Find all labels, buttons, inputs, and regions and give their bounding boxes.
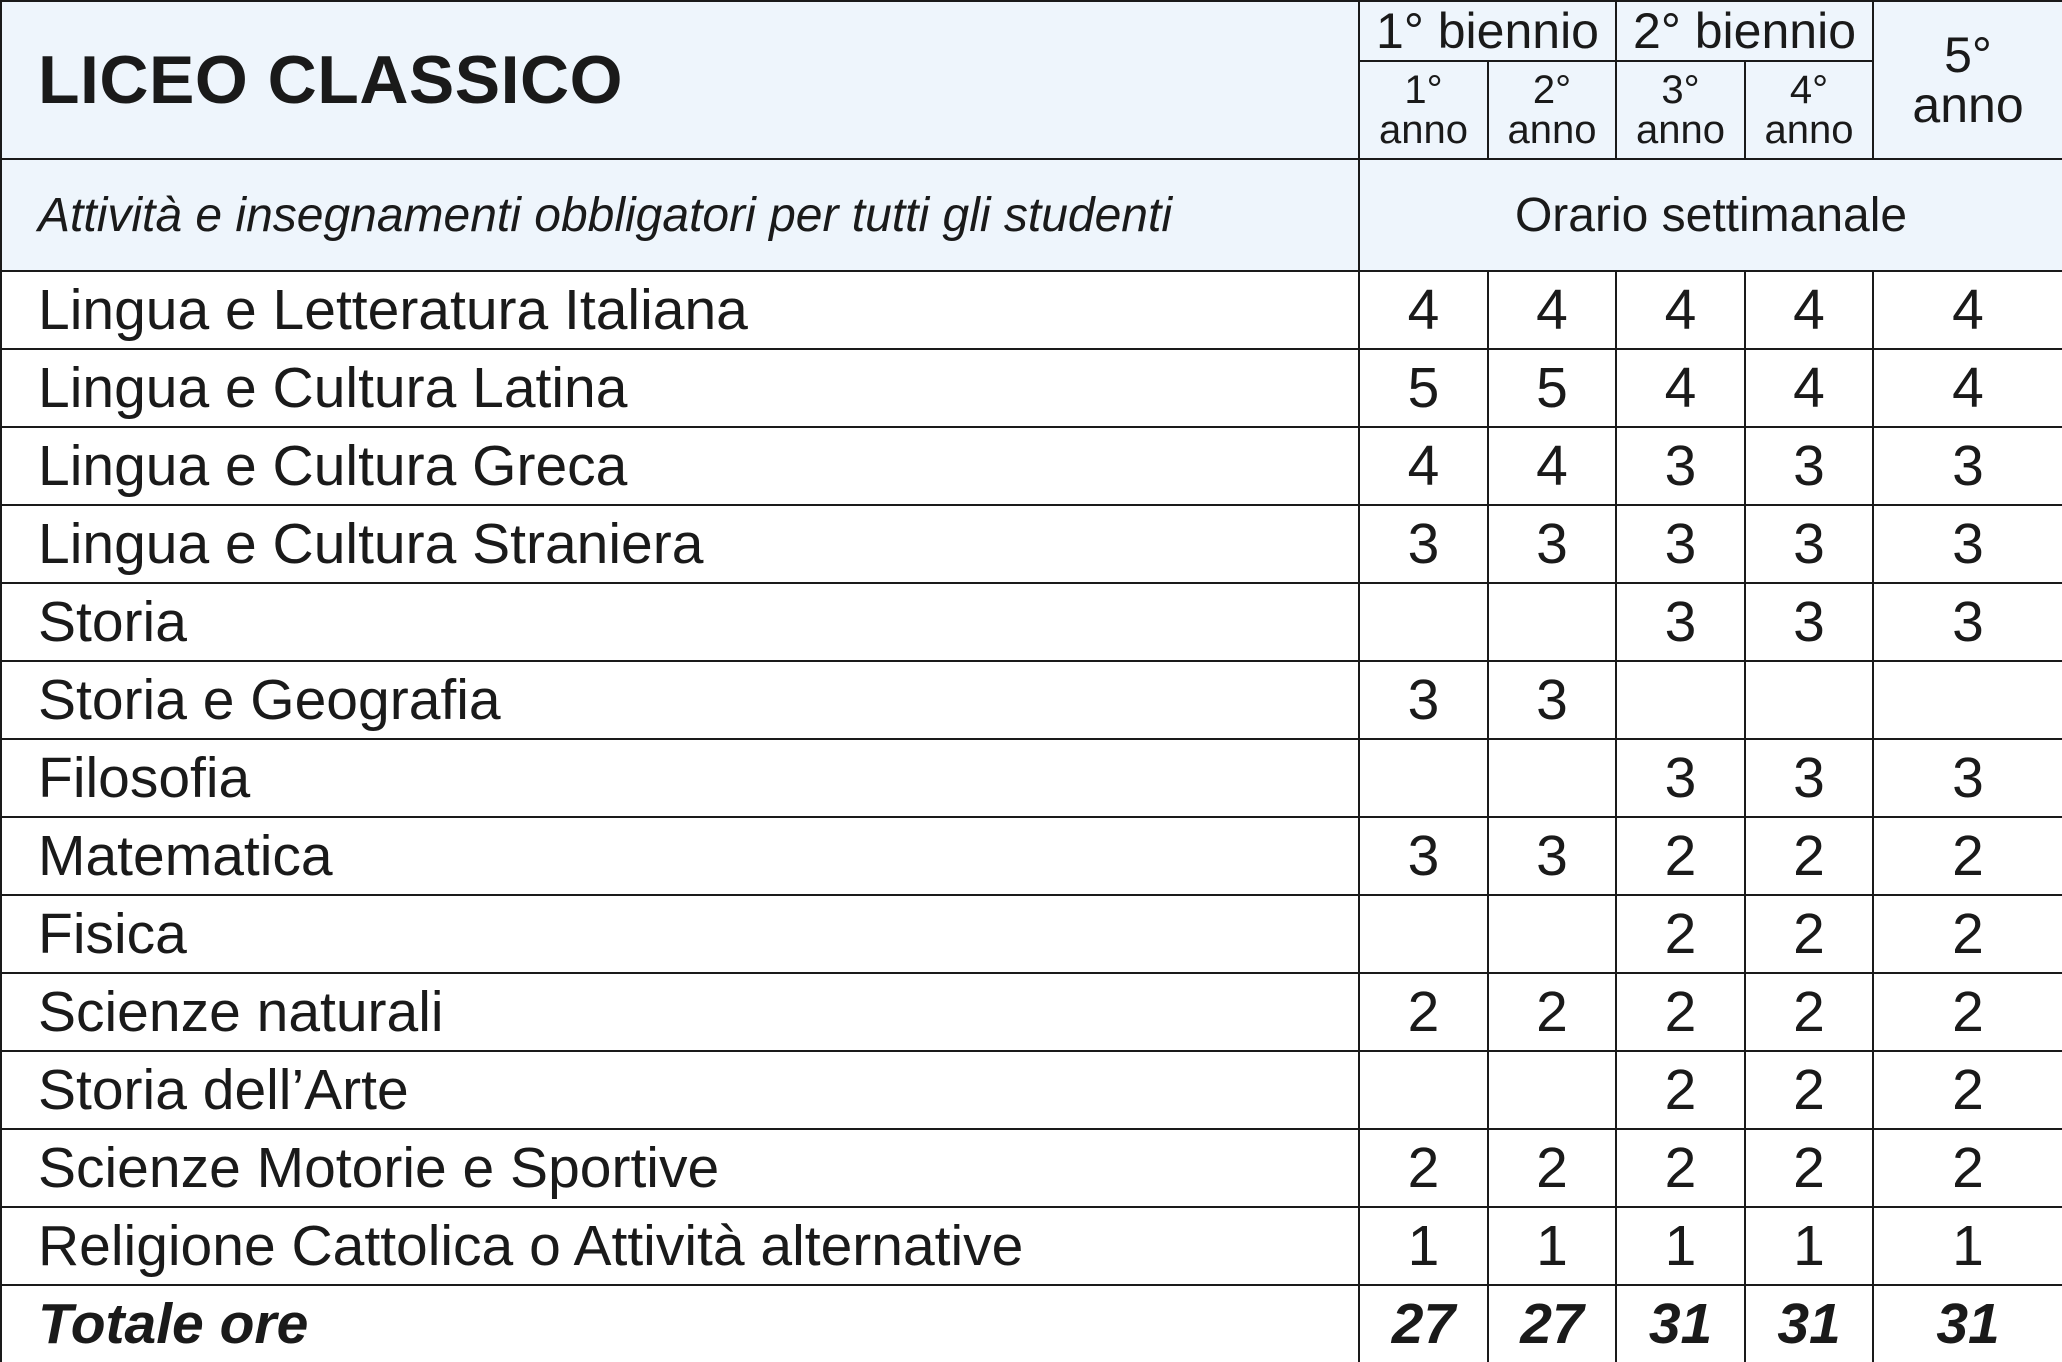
year-3-header: 3° anno: [1616, 61, 1745, 159]
fifth-year-num: 5°: [1944, 27, 1992, 83]
hours-cell: 3: [1616, 583, 1745, 661]
subheader-row: [1, 159, 2062, 271]
hours-cell: 1: [1359, 1207, 1488, 1285]
total-row: [1, 1285, 2062, 1362]
hours-cell: 2: [1745, 817, 1873, 895]
hours-cell: 3: [1873, 739, 2062, 817]
hours-cell: 3: [1873, 583, 2062, 661]
table-row: [1, 583, 2062, 661]
hours-cell: 2: [1488, 973, 1616, 1051]
hours-cell: 3: [1359, 661, 1488, 739]
hours-cell: [1873, 661, 2062, 739]
hours-cell: [1745, 661, 1873, 739]
first-biennio-header: 1° biennio: [1359, 1, 1616, 61]
total-label: Totale ore: [1, 1285, 1359, 1362]
hours-cell: 4: [1616, 271, 1745, 349]
hours-cell: 2: [1873, 1051, 2062, 1129]
table-row: [1, 661, 2062, 739]
total-hours-cell: 31: [1745, 1285, 1873, 1362]
hours-cell: [1488, 1051, 1616, 1129]
hours-cell: [1359, 1051, 1488, 1129]
hours-cell: 4: [1873, 349, 2062, 427]
hours-cell: [1616, 661, 1745, 739]
table-row: [1, 895, 2062, 973]
table-row: [1, 1207, 2062, 1285]
year-1-header: 1° anno: [1359, 61, 1488, 159]
subject-cell: Lingua e Letteratura Italiana: [1, 271, 1359, 349]
hours-cell: 4: [1488, 427, 1616, 505]
hours-cell: [1359, 739, 1488, 817]
total-hours-cell: 27: [1359, 1285, 1488, 1362]
hours-cell: 2: [1488, 1129, 1616, 1207]
hours-cell: 2: [1359, 1129, 1488, 1207]
hours-cell: 1: [1873, 1207, 2062, 1285]
subject-cell: Filosofia: [1, 739, 1359, 817]
hours-cell: 2: [1873, 895, 2062, 973]
hours-cell: 4: [1616, 349, 1745, 427]
hours-cell: 1: [1616, 1207, 1745, 1285]
subject-cell: Storia e Geografia: [1, 661, 1359, 739]
hours-cell: 3: [1488, 817, 1616, 895]
second-biennio-header: 2° biennio: [1616, 1, 1873, 61]
hours-cell: 4: [1873, 271, 2062, 349]
table-row: [1, 1051, 2062, 1129]
year-4-header: 4° anno: [1745, 61, 1873, 159]
hours-cell: 1: [1745, 1207, 1873, 1285]
total-hours-cell: 31: [1616, 1285, 1745, 1362]
hours-cell: 2: [1616, 973, 1745, 1051]
subject-cell: Lingua e Cultura Greca: [1, 427, 1359, 505]
hours-cell: [1359, 583, 1488, 661]
subject-cell: Scienze naturali: [1, 973, 1359, 1051]
hours-cell: 2: [1745, 1051, 1873, 1129]
total-hours-cell: 31: [1873, 1285, 2062, 1362]
subject-cell: Lingua e Cultura Latina: [1, 349, 1359, 427]
hours-cell: 5: [1359, 349, 1488, 427]
hours-cell: 3: [1745, 739, 1873, 817]
hours-cell: [1488, 895, 1616, 973]
subject-cell: Lingua e Cultura Straniera: [1, 505, 1359, 583]
fifth-year-header: [1873, 1, 2062, 159]
hours-cell: [1359, 895, 1488, 973]
hours-cell: 1: [1488, 1207, 1616, 1285]
header-row-groups: [1, 1, 2062, 61]
subject-cell: Storia: [1, 583, 1359, 661]
hours-cell: 2: [1616, 817, 1745, 895]
hours-cell: 2: [1616, 1129, 1745, 1207]
hours-cell: 3: [1616, 427, 1745, 505]
hours-cell: 3: [1745, 427, 1873, 505]
hours-cell: 2: [1616, 1051, 1745, 1129]
hours-cell: 4: [1745, 271, 1873, 349]
hours-cell: [1488, 739, 1616, 817]
table-row: [1, 271, 2062, 349]
hours-cell: 2: [1873, 973, 2062, 1051]
hours-cell: 2: [1745, 973, 1873, 1051]
hours-cell: 2: [1745, 1129, 1873, 1207]
table-title: LICEO CLASSICO: [1, 1, 1359, 159]
hours-cell: 2: [1616, 895, 1745, 973]
subheader-weekly-hours: Orario settimanale: [1359, 159, 2062, 271]
table-row: [1, 817, 2062, 895]
hours-cell: 3: [1873, 505, 2062, 583]
table-row: [1, 427, 2062, 505]
hours-cell: 2: [1359, 973, 1488, 1051]
hours-cell: 4: [1488, 271, 1616, 349]
total-hours-cell: 27: [1488, 1285, 1616, 1362]
year-2-header: 2° anno: [1488, 61, 1616, 159]
subject-cell: Scienze Motorie e Sportive: [1, 1129, 1359, 1207]
table-row: [1, 349, 2062, 427]
hours-cell: 3: [1488, 505, 1616, 583]
hours-cell: 4: [1745, 349, 1873, 427]
hours-cell: 2: [1873, 1129, 2062, 1207]
hours-cell: 3: [1616, 739, 1745, 817]
hours-cell: 2: [1745, 895, 1873, 973]
subject-cell: Matematica: [1, 817, 1359, 895]
hours-cell: 3: [1616, 505, 1745, 583]
hours-cell: [1488, 583, 1616, 661]
subject-cell: Fisica: [1, 895, 1359, 973]
hours-cell: 3: [1359, 505, 1488, 583]
hours-cell: 5: [1488, 349, 1616, 427]
subject-cell: Storia dell’Arte: [1, 1051, 1359, 1129]
table-row: [1, 505, 2062, 583]
table-row: [1, 1129, 2062, 1207]
hours-cell: 3: [1359, 817, 1488, 895]
subheader-activities: Attività e insegnamenti obbligatori per tutti gli studenti: [1, 159, 1359, 271]
hours-cell: 3: [1873, 427, 2062, 505]
hours-cell: 4: [1359, 427, 1488, 505]
fifth-year-label: anno: [1912, 77, 2024, 133]
hours-cell: 3: [1488, 661, 1616, 739]
hours-cell: 2: [1873, 817, 2062, 895]
table-row: [1, 973, 2062, 1051]
hours-cell: 3: [1745, 583, 1873, 661]
hours-cell: 3: [1745, 505, 1873, 583]
subject-cell: Religione Cattolica o Attività alternative: [1, 1207, 1359, 1285]
hours-cell: 4: [1359, 271, 1488, 349]
table-row: [1, 739, 2062, 817]
